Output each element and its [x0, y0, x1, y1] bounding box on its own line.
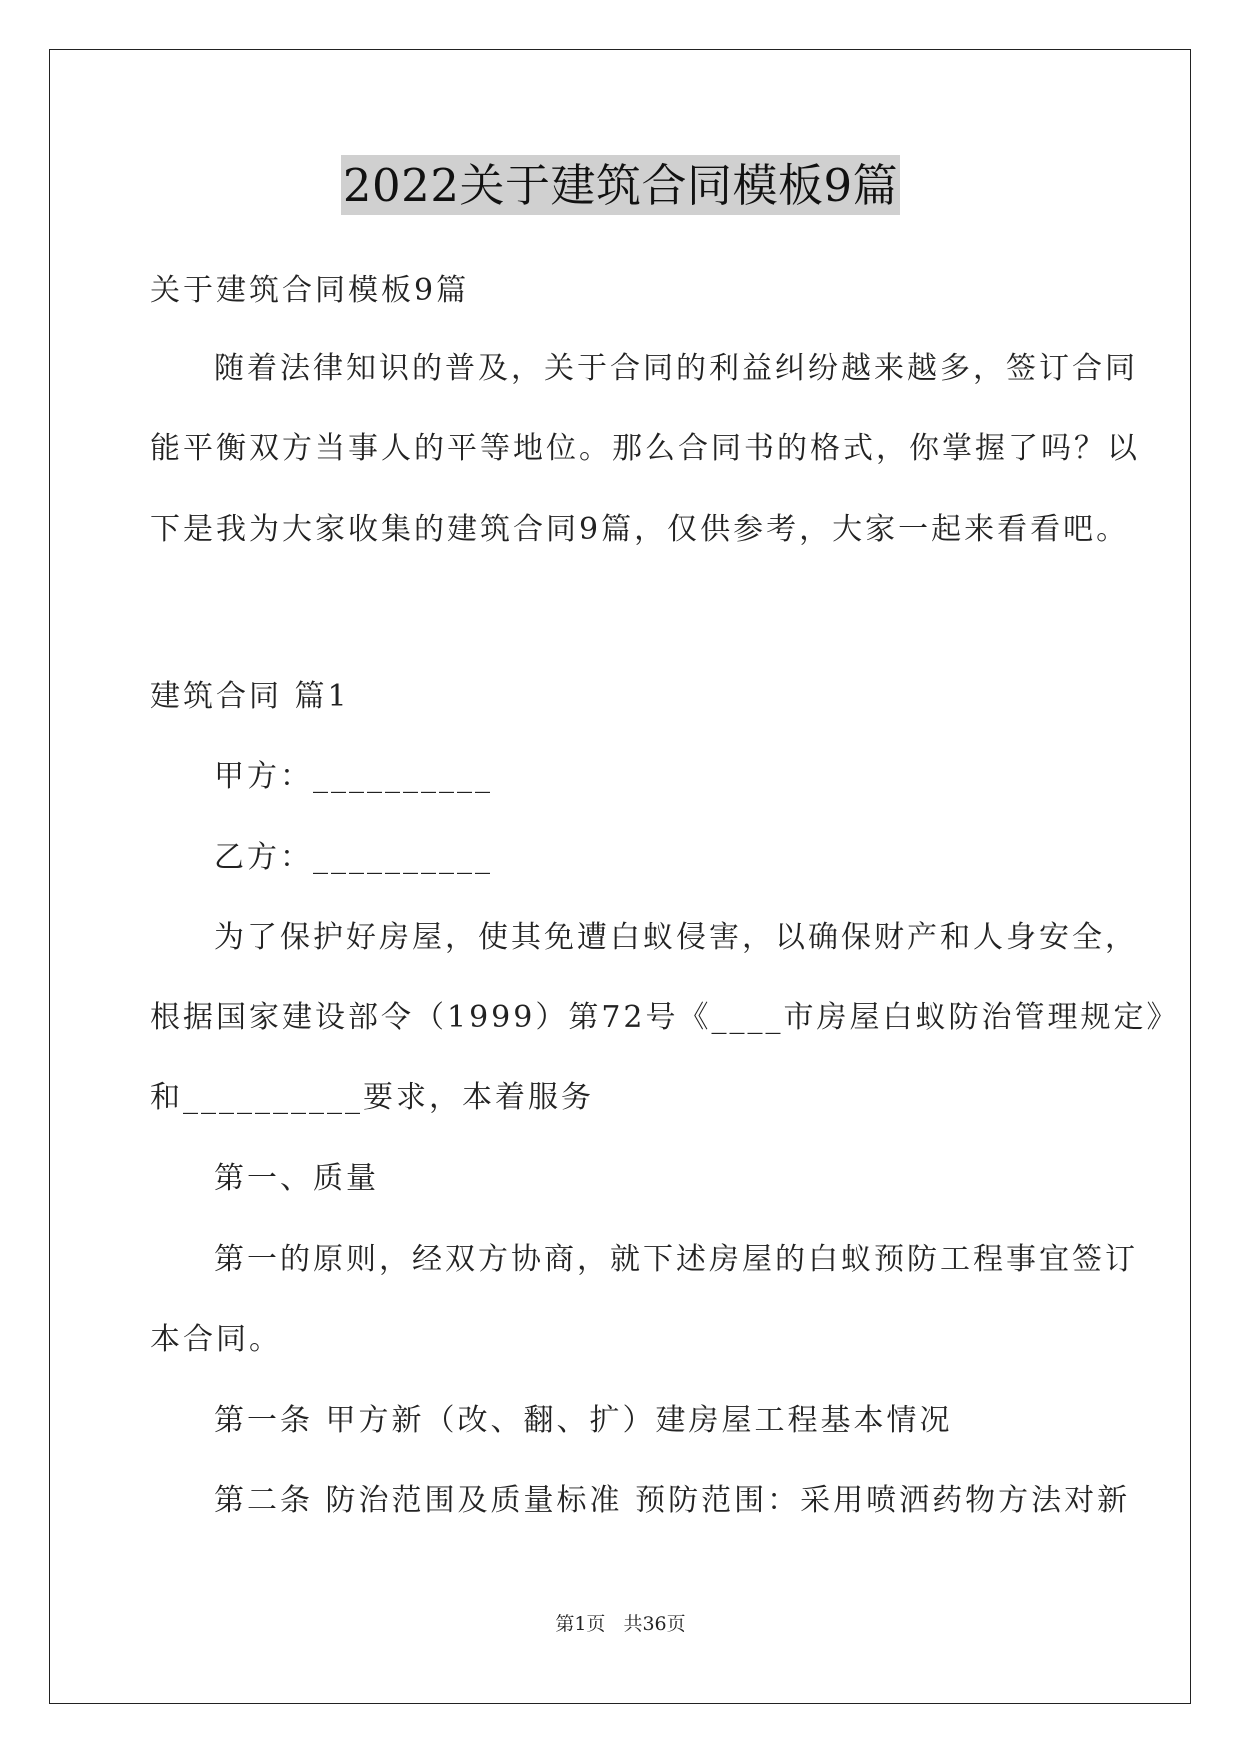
subtitle: 关于建筑合同模板9篇 — [150, 273, 470, 308]
body-line: 根据国家建设部令（1999）第72号《____市房屋白蚁防治管理规定》 — [150, 1000, 1180, 1035]
body-line: 和__________要求，本着服务 — [150, 1080, 594, 1115]
page-footer — [0, 1612, 1241, 1636]
section-heading: 建筑合同 篇1 — [150, 679, 350, 714]
body-line: 第一、质量 — [214, 1161, 379, 1196]
body-line: 第一条 甲方新（改、翻、扩）建房屋工程基本情况 — [214, 1403, 953, 1438]
document-title: 2022关于建筑合同模板9篇 — [341, 155, 900, 215]
party-b-line: 乙方：__________ — [214, 840, 493, 875]
body-line: 为了保护好房屋，使其免遭白蚁侵害，以确保财产和人身安全， — [214, 920, 1138, 955]
body-line: 第二条 防治范围及质量标准 预防范围：采用喷洒药物方法对新 — [214, 1483, 1131, 1518]
body-line: 第一的原则，经双方协商，就下述房屋的白蚁预防工程事宜签订 — [214, 1242, 1138, 1277]
intro-paragraph-line: 下是我为大家收集的建筑合同9篇，仅供参考，大家一起来看看吧。 — [150, 512, 1130, 547]
party-a-line: 甲方：__________ — [214, 759, 493, 794]
body-line: 本合同。 — [150, 1322, 282, 1357]
intro-paragraph-line: 随着法律知识的普及，关于合同的利益纠纷越来越多，签订合同 — [214, 351, 1138, 386]
page-number: 第1页 — [555, 1613, 606, 1635]
page-total: 共36页 — [623, 1613, 686, 1635]
title-container — [0, 155, 1241, 215]
intro-paragraph-line: 能平衡双方当事人的平等地位。那么合同书的格式，你掌握了吗？以 — [150, 431, 1140, 466]
